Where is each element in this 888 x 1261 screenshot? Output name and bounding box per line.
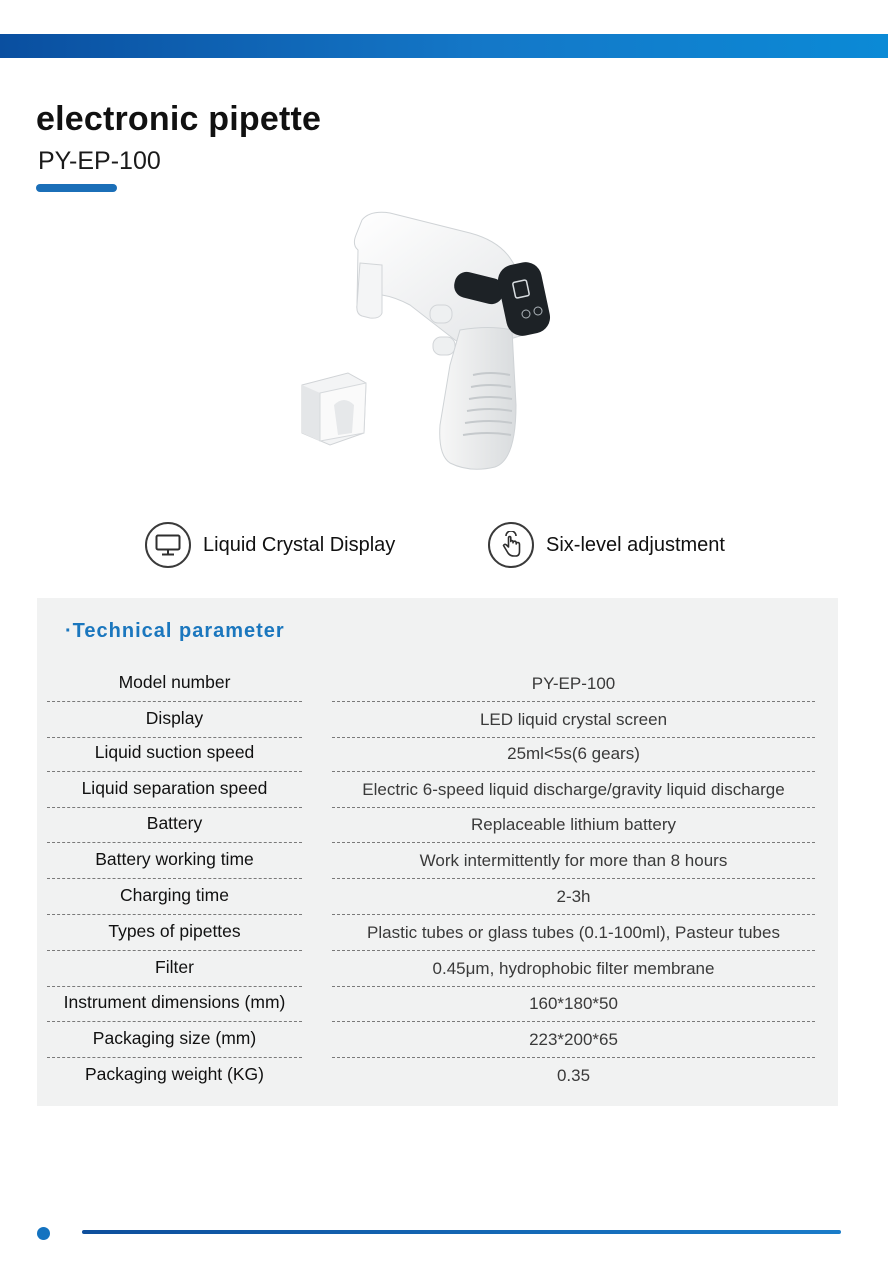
spec-value: Plastic tubes or glass tubes (0.1-100ml), Pasteur tubes [332, 915, 815, 951]
spec-label: Model number [47, 666, 302, 702]
spec-row [37, 736, 838, 772]
technical-parameter-panel [37, 598, 838, 1106]
touch-hand-icon [488, 522, 534, 568]
spec-value: Replaceable lithium battery [332, 807, 815, 843]
spec-label: Instrument dimensions (mm) [47, 986, 302, 1022]
monitor-icon [145, 522, 191, 568]
spec-row [37, 1058, 838, 1094]
spec-heading: ·Technical parameter [65, 620, 285, 642]
spec-value: Work intermittently for more than 8 hours [332, 843, 815, 879]
spec-row [37, 772, 838, 808]
spec-row [37, 843, 838, 879]
footer-dot [37, 1227, 50, 1240]
spec-label: Packaging weight (KG) [85, 1064, 264, 1084]
spec-label: Types of pipettes [47, 915, 302, 951]
feature-adjustment [488, 520, 725, 570]
title-underline [36, 184, 117, 192]
spec-row [37, 915, 838, 951]
spec-label: Battery [47, 807, 302, 843]
spec-row [37, 807, 838, 843]
spec-row [37, 1022, 838, 1058]
spec-label: Liquid separation speed [47, 772, 302, 808]
feature-label: Six-level adjustment [546, 533, 725, 556]
spec-value: 25ml<5s(6 gears) [332, 736, 815, 772]
spec-value: LED liquid crystal screen [332, 702, 815, 738]
electronic-pipette-image [290, 205, 590, 480]
spec-value: 160*180*50 [332, 986, 815, 1022]
spec-value: Electric 6-speed liquid discharge/gravity liquid discharge [332, 772, 815, 808]
spec-value: 223*200*65 [332, 1022, 815, 1058]
spec-label: Filter [47, 951, 302, 987]
model-subtitle: PY-EP-100 [38, 147, 161, 175]
footer-line [82, 1230, 841, 1234]
spec-value: 2-3h [332, 879, 815, 915]
spec-label: Charging time [47, 879, 302, 915]
spec-label: Display [47, 702, 302, 738]
spec-value: 0.35 [556, 1066, 591, 1085]
spec-row [37, 666, 838, 702]
spec-value: 0.45μm, hydrophobic filter membrane [332, 951, 815, 987]
spec-label: Battery working time [47, 843, 302, 879]
spec-row [37, 702, 838, 738]
spec-label: Liquid suction speed [47, 736, 302, 772]
top-banner-bar [0, 34, 888, 58]
feature-label: Liquid Crystal Display [203, 533, 396, 556]
spec-value: PY-EP-100 [332, 666, 815, 702]
spec-label: Packaging size (mm) [47, 1022, 302, 1058]
spec-row [37, 879, 838, 915]
page-title: electronic pipette [36, 100, 322, 138]
spec-row [37, 986, 838, 1022]
spec-row [37, 951, 838, 987]
feature-lcd [145, 520, 395, 570]
